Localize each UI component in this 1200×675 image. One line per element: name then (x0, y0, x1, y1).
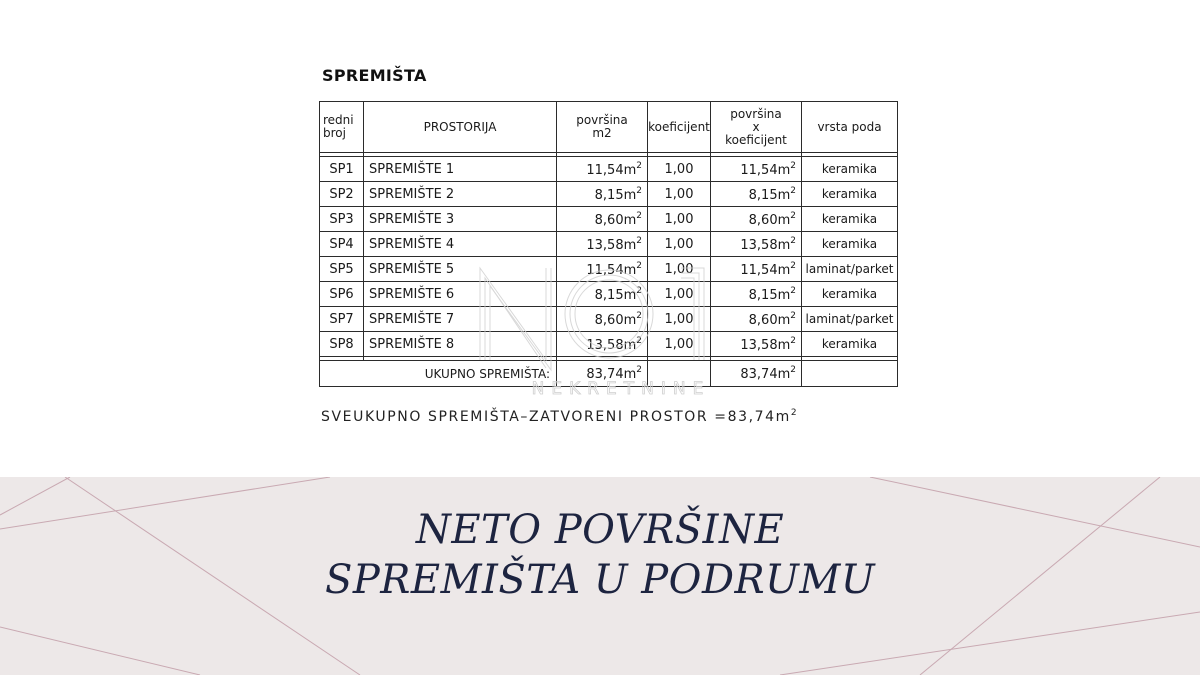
cell-name (364, 182, 557, 207)
cell-area-value: 8,15 (594, 287, 624, 303)
cell-floor (802, 282, 898, 307)
cell-prod-unit-exponent: 2 (790, 160, 796, 171)
cell-floor-value: keramika (821, 162, 878, 176)
total-area-value: 83,74 (586, 367, 624, 382)
cell-prod-value: 8,60 (748, 312, 778, 328)
cell-id-value: SP2 (329, 186, 354, 202)
total-row (320, 361, 898, 387)
cell-prod-unit: m (777, 187, 791, 203)
cell-id-value: SP1 (329, 161, 354, 177)
header-prod-line3: koeficijent (725, 132, 787, 147)
total-prod-unit: m (777, 367, 791, 382)
cell-floor (802, 257, 898, 282)
cell-name (364, 232, 557, 257)
banner-headline-line2: SPREMIŠTA U PODRUMU (324, 557, 876, 603)
cell-prod-unit-exponent: 2 (790, 235, 796, 246)
cell-prod-unit-exponent: 2 (790, 285, 796, 296)
cell-name (364, 257, 557, 282)
cell-name-value: SPREMIŠTE 3 (369, 211, 455, 227)
total-prod-unit-exponent: 2 (790, 365, 796, 375)
cell-area-unit: m (623, 337, 637, 353)
cell-floor-value: keramika (821, 237, 878, 251)
header-prod-line2: x (752, 119, 760, 134)
cell-koef-value: 1,00 (664, 286, 694, 302)
cell-id (320, 307, 364, 332)
cell-name (364, 332, 557, 357)
cell-prod-unit-exponent: 2 (790, 185, 796, 196)
cell-area (557, 232, 648, 257)
cell-prod-value: 11,54 (740, 162, 778, 178)
header-prod (711, 102, 802, 153)
cell-prod (711, 207, 802, 232)
cell-area (557, 282, 648, 307)
cell-name-value: SPREMIŠTE 1 (369, 161, 455, 177)
cell-koef (648, 332, 711, 357)
cell-id-value: SP4 (329, 236, 354, 252)
cell-area-value: 11,54 (586, 262, 624, 278)
table-header-row (320, 102, 898, 153)
table-row (320, 182, 898, 207)
total-area-unit: m (623, 367, 637, 382)
table-row (320, 307, 898, 332)
cell-koef (648, 307, 711, 332)
cell-id-value: SP7 (329, 311, 354, 327)
cell-id-value: SP8 (329, 336, 354, 352)
cell-prod-value: 8,60 (748, 212, 778, 228)
cell-id-value: SP5 (329, 261, 354, 277)
cell-floor-value: keramika (821, 187, 878, 201)
banner-headline-line1: NETO POVRŠINE (415, 507, 785, 553)
cell-koef (648, 157, 711, 182)
cell-name-value: SPREMIŠTE 2 (369, 186, 455, 202)
cell-name (364, 307, 557, 332)
cell-prod-unit: m (777, 337, 791, 353)
cell-area-unit: m (623, 237, 637, 253)
cell-prod-value: 8,15 (748, 187, 778, 203)
cell-area-value: 8,60 (594, 212, 624, 228)
document-title: SPREMIŠTA (322, 66, 427, 85)
cell-koef (648, 207, 711, 232)
cell-koef-value: 1,00 (664, 311, 694, 327)
cell-floor (802, 157, 898, 182)
cell-prod (711, 307, 802, 332)
cell-prod-unit-exponent: 2 (790, 260, 796, 271)
total-label: UKUPNO SPREMIŠTA: (320, 361, 557, 387)
cell-area-unit: m (623, 262, 637, 278)
cell-prod-unit: m (777, 287, 791, 303)
cell-name (364, 207, 557, 232)
total-prod (711, 361, 802, 387)
cell-prod (711, 332, 802, 357)
total-area-unit-exponent: 2 (636, 365, 642, 375)
cell-area-unit: m (623, 287, 637, 303)
cell-koef-value: 1,00 (664, 336, 694, 352)
cell-id (320, 182, 364, 207)
cell-prod-unit-exponent: 2 (790, 210, 796, 221)
cell-prod (711, 157, 802, 182)
cell-floor-value: keramika (821, 212, 878, 226)
cell-prod-value: 8,15 (748, 287, 778, 303)
header-id (320, 102, 364, 153)
cell-area (557, 207, 648, 232)
cell-floor (802, 232, 898, 257)
cell-floor (802, 182, 898, 207)
watermark-text: NEKRETNINE (531, 379, 711, 399)
cell-area (557, 257, 648, 282)
header-id-line1: redni (323, 113, 354, 127)
cell-id-value: SP6 (329, 286, 354, 302)
cell-area-unit-exponent: 2 (636, 335, 642, 346)
cell-koef-value: 1,00 (664, 261, 694, 277)
cell-area-unit-exponent: 2 (636, 235, 642, 246)
table-row (320, 282, 898, 307)
cell-koef-value: 1,00 (664, 211, 694, 227)
cell-floor (802, 332, 898, 357)
cell-floor-value: laminat/parket (805, 262, 894, 276)
cell-id (320, 232, 364, 257)
cell-prod-value: 13,58 (740, 237, 778, 253)
header-floor: vrsta poda (802, 102, 898, 153)
cell-name-value: SPREMIŠTE 7 (369, 311, 455, 327)
table-row (320, 257, 898, 282)
table-row (320, 332, 898, 357)
header-area-line1: površina (576, 113, 628, 127)
cell-area-value: 11,54 (586, 162, 624, 178)
cell-koef-value: 1,00 (664, 161, 694, 177)
cell-name (364, 157, 557, 182)
cell-area-unit-exponent: 2 (636, 285, 642, 296)
cell-koef (648, 232, 711, 257)
cell-prod-unit-exponent: 2 (790, 310, 796, 321)
cell-area-unit: m (623, 312, 637, 328)
cell-name-value: SPREMIŠTE 4 (369, 236, 455, 252)
header-koef: koeficijent (648, 102, 711, 153)
total-area (557, 361, 648, 387)
cell-area (557, 182, 648, 207)
total-prod-value: 83,74 (740, 367, 778, 382)
cell-id (320, 257, 364, 282)
cell-id (320, 282, 364, 307)
header-id-line2: broj (323, 126, 346, 140)
cell-area-unit: m (623, 187, 637, 203)
cell-prod-value: 13,58 (740, 337, 778, 353)
cell-area-unit-exponent: 2 (636, 185, 642, 196)
cell-name (364, 282, 557, 307)
cell-area-value: 13,58 (586, 237, 624, 253)
table-row (320, 157, 898, 182)
cell-floor (802, 307, 898, 332)
cell-prod-value: 11,54 (740, 262, 778, 278)
header-area (557, 102, 648, 153)
grand-total-text: SVEUKUPNO SPREMIŠTA–ZATVORENI PROSTOR =83,74m (321, 409, 791, 425)
cell-koef (648, 257, 711, 282)
cell-prod-unit: m (777, 237, 791, 253)
cell-prod (711, 282, 802, 307)
cell-area-unit: m (623, 162, 637, 178)
cell-koef-value: 1,00 (664, 186, 694, 202)
cell-area-value: 8,15 (594, 187, 624, 203)
cell-floor-value: keramika (821, 337, 878, 351)
cell-prod (711, 257, 802, 282)
cell-floor (802, 207, 898, 232)
cell-area (557, 307, 648, 332)
cell-area-value: 8,60 (594, 312, 624, 328)
cell-name-value: SPREMIŠTE 6 (369, 286, 455, 302)
cell-area (557, 157, 648, 182)
title-banner (0, 477, 1200, 675)
cell-id-value: SP3 (329, 211, 354, 227)
cell-area-unit: m (623, 212, 637, 228)
cell-koef (648, 182, 711, 207)
storage-area-table (319, 101, 898, 387)
cell-area-value: 13,58 (586, 337, 624, 353)
cell-floor-value: keramika (821, 287, 878, 301)
header-prod-line1: površina (730, 106, 782, 121)
cell-area-unit-exponent: 2 (636, 210, 642, 221)
cell-koef-value: 1,00 (664, 236, 694, 252)
cell-id (320, 157, 364, 182)
cell-prod-unit: m (777, 212, 791, 228)
cell-id (320, 332, 364, 357)
header-area-line2: m2 (592, 126, 612, 140)
cell-prod-unit: m (777, 312, 791, 328)
cell-prod (711, 232, 802, 257)
table-row (320, 207, 898, 232)
header-name: PROSTORIJA (364, 102, 557, 153)
cell-prod-unit: m (777, 262, 791, 278)
cell-area (557, 332, 648, 357)
cell-prod (711, 182, 802, 207)
cell-name-value: SPREMIŠTE 8 (369, 336, 455, 352)
cell-koef (648, 282, 711, 307)
cell-area-unit-exponent: 2 (636, 310, 642, 321)
cell-prod-unit: m (777, 162, 791, 178)
cell-prod-unit-exponent: 2 (790, 335, 796, 346)
cell-area-unit-exponent: 2 (636, 160, 642, 171)
cell-name-value: SPREMIŠTE 5 (369, 261, 455, 277)
cell-area-unit-exponent: 2 (636, 260, 642, 271)
grand-total-line (321, 408, 798, 425)
cell-id (320, 207, 364, 232)
grand-total-exponent: 2 (790, 408, 799, 418)
table-row (320, 232, 898, 257)
cell-floor-value: laminat/parket (805, 312, 894, 326)
